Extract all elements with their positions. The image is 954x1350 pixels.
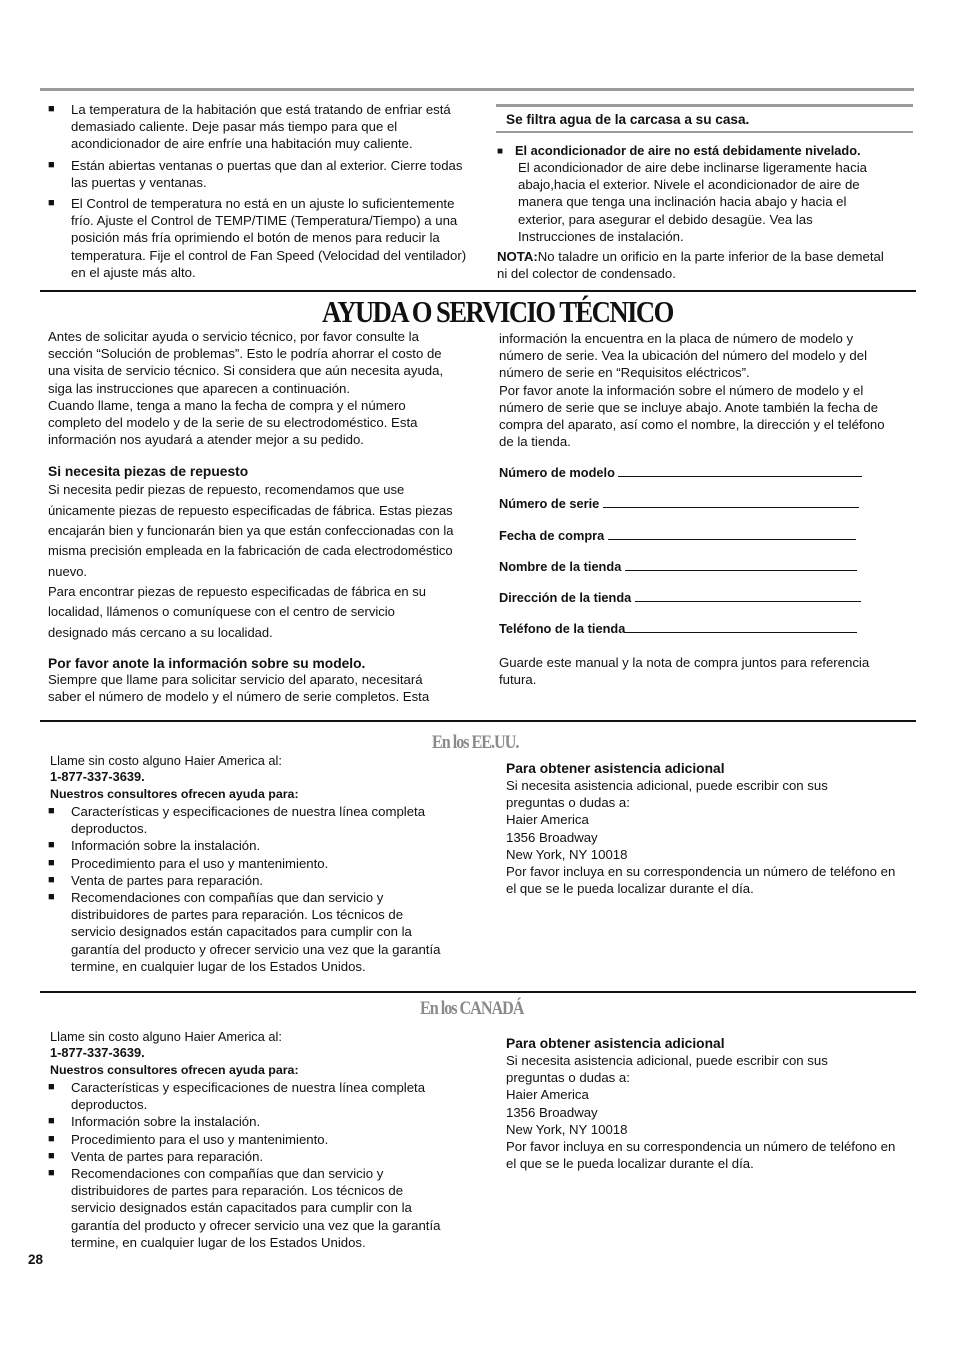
bullet-icon: ■ bbox=[48, 873, 55, 886]
list-item: ■ Venta de partes para reparación. bbox=[48, 1148, 264, 1164]
bullet-icon: ■ bbox=[48, 158, 55, 171]
canada-right: Para obtener asistencia adicional Si necesita asistencia adicional, puede escribir con sus preguntas o dudas a: Haier America 1356 Broadway New York, NY 10018 Por favor incluya en su correspondencia un número de teléfono en el que se le pueda localizar durante el día. bbox=[506, 1036, 896, 1172]
list-item: ■ Procedimiento para el uso y mantenimiento. bbox=[48, 855, 329, 871]
usa-service-list bbox=[48, 803, 470, 975]
bullet-icon: ■ bbox=[48, 805, 55, 817]
list-item: ■ Recomendaciones con compañías que dan servicio y distribuidores de partes para reparación. Los técnicos de servicio designados están capacitados para cumplir con la garantía del producto y ofrecer servicio una vez que la garantía termine, en cualquier lugar de los Estados Unidos. bbox=[48, 890, 441, 974]
page-title: AYUDA O SERVICIO TÉCNICO bbox=[322, 294, 673, 329]
list-item: ■ El Control de temperatura no está en un ajuste lo suficientemente frío. Ajuste el Control de TEMP/TIME (Temperatura/Tiempo) a una posición más fría oprimiendo el botón de menos para reducir la temperatura. Fije el control de Fan Speed (Velocidad del ventilador) en el ajuste más alto. bbox=[48, 196, 467, 280]
bullet-icon: ■ bbox=[48, 891, 55, 904]
bullet-icon: ■ bbox=[48, 103, 55, 115]
store-address-field[interactable]: Dirección de la tienda bbox=[499, 590, 861, 605]
right-box-bottom-rule bbox=[496, 131, 913, 133]
canada-phone: 1-877-337-3639. bbox=[50, 1045, 145, 1060]
usa-phone: 1-877-337-3639. bbox=[50, 769, 145, 784]
serial-number-field[interactable]: Número de serie bbox=[499, 496, 859, 511]
store-name-field[interactable]: Nombre de la tienda bbox=[499, 559, 857, 574]
intro-text: Antes de solicitar ayuda o servicio técnico, por favor consulte la sección “Solución de problemas”. Esto le podría ahorrar el costo de una visita de servicio técnico. Si considera que aún necesita ayuda, siga las instrucciones que aparecen a continuación. bbox=[48, 329, 444, 396]
section-rule bbox=[40, 290, 916, 292]
parts-text: Si necesita pedir piezas de repuesto, recomendamos que use únicamente piezas de repuesto especificadas de fábrica. Estas piezas encajarán bien y funcionarán bien ya que están confeccionadas con la misma precisión empleada en la fabricación de cada electrodoméstico nuevo. bbox=[48, 482, 454, 579]
list-item: ■ La temperatura de la habitación que está tratando de enfriar está demasiado caliente. Deje pasar más tiempo para que el acondicionador de aire enfríe una habitación muy caliente. bbox=[48, 102, 451, 152]
usa-rule bbox=[40, 720, 916, 722]
bullet-icon: ■ bbox=[48, 1167, 55, 1180]
model-text: Siempre que llame para solicitar servicio del aparato, necesitará saber el número de modelo y el número de serie completos. Esta bbox=[48, 671, 430, 704]
bullet-icon: ■ bbox=[48, 1149, 55, 1162]
parts-text: Para encontrar piezas de repuesto especificadas de fábrica en su localidad, llámenos o comuníquese con el centro de servicio designado más cercano a su localidad. bbox=[48, 583, 426, 640]
usa-right: Para obtener asistencia adicional Si necesita asistencia adicional, puede escribir con sus preguntas o dudas a: Haier America 1356 Broadway New York, NY 10018 Por favor incluya en su correspondencia un número de teléfono en el que se le pueda localizar durante el día. bbox=[506, 761, 896, 897]
model-number-field[interactable]: Número de modelo bbox=[499, 465, 862, 480]
bullet-icon: ■ bbox=[48, 856, 55, 869]
usa-left: Llame sin costo alguno Haier America al: 1-877-337-3639. Nuestros consultores ofrecen ayuda para: ■ Características y especificaciones de nuestra línea completa deproductos. ■ Información sobre la instalación. ■ Procedimiento para el uso y mantenimiento. ■ Venta de partes para reparación. ■ Recomendaciones con compañías que dan servicio y distribuidores de partes para reparación. Los técnicos de servicio designados están capacitados para cumplir con la garantía del producto y ofrecer servicio una vez que la garantía termine, en cualquier lugar de los Estados Unidos. bbox=[50, 753, 470, 975]
list-item: ■ Características y especificaciones de nuestra línea completa deproductos. bbox=[48, 1080, 426, 1113]
store-phone-field[interactable]: Teléfono de la tienda bbox=[499, 621, 857, 636]
water-leak-bullet: ■ El acondicionador de aire no está debidamente nivelado. El acondicionador de aire debe inclinarse ligeramente hacia abajo,hacia el exterior. Nivele el acondicionador de aire de manera que tenga una inclinación hacia abajo y hacia el exterior, para asegurar el debido desagüe. Vea las Instrucciones de instalación. NOTA:No taladre un orificio en la parte inferior de la base demetal ni del colector de condensado. bbox=[497, 143, 884, 282]
list-item: ■ Información sobre la instalación. bbox=[48, 1114, 261, 1130]
intro-text: Cuando llame, tenga a mano la fecha de compra y el número completo del modelo y de la serie de su electrodoméstico. Esta información nos ayudará a atender mejor a su pedido. bbox=[48, 397, 418, 448]
help-right-column: información la encuentra en la placa de número de modelo y número de serie. Vea la ubicación del número del modelo y del número de serie en “Requisitos eléctricos”. Por favor anote la información sobre el número de modelo y el número de serie que se incluye abajo. Anote también la fecha de compra del aparato, así como el nombre, la dirección y el teléfono de la tienda. bbox=[499, 331, 885, 450]
bullet-icon: ■ bbox=[48, 1081, 55, 1093]
list-item: ■ Venta de partes para reparación. bbox=[48, 872, 264, 888]
list-item: ■ Información sobre la instalación. bbox=[48, 838, 261, 854]
canada-left: Llame sin costo alguno Haier America al: 1-877-337-3639. Nuestros consultores ofrecen ayuda para: ■ Características y especificaciones de nuestra línea completa deproductos. ■ Información sobre la instalación. ■ Procedimiento para el uso y mantenimiento. ■ Venta de partes para reparación. ■ Recomendaciones con compañías que dan servicio y distribuidores de partes para reparación. Los técnicos de servicio designados están capacitados para cumplir con la garantía del producto y ofrecer servicio una vez que la garantía termine, en cualquier lugar de los Estados Unidos. bbox=[50, 1029, 470, 1251]
bullet-icon: ■ bbox=[497, 146, 504, 157]
help-left-column bbox=[48, 328, 458, 705]
usa-heading: En los EE.UU. bbox=[432, 732, 519, 753]
bullet-icon: ■ bbox=[48, 1115, 55, 1128]
bullet-icon: ■ bbox=[48, 1132, 55, 1145]
list-item: ■ Procedimiento para el uso y mantenimiento. bbox=[48, 1131, 329, 1147]
bullet-icon: ■ bbox=[48, 197, 55, 210]
bullet-icon: ■ bbox=[48, 839, 55, 852]
keep-note: Guarde este manual y la nota de compra juntos para referencia futura. bbox=[499, 655, 870, 688]
list-item: ■ Recomendaciones con compañías que dan servicio y distribuidores de partes para reparación. Los técnicos de servicio designados están capacitados para cumplir con la garantía del producto y ofrecer servicio una vez que la garantía termine, en cualquier lugar de los Estados Unidos. bbox=[48, 1166, 441, 1250]
parts-heading: Si necesita piezas de repuesto bbox=[48, 464, 249, 480]
water-leak-heading: Se filtra agua de la carcasa a su casa. bbox=[506, 112, 750, 127]
canada-rule bbox=[40, 991, 916, 993]
top-troubleshoot-list bbox=[48, 101, 468, 281]
purchase-date-field[interactable]: Fecha de compra bbox=[499, 528, 856, 543]
list-item: ■ Características y especificaciones de nuestra línea completa deproductos. bbox=[48, 804, 426, 837]
page-number: 28 bbox=[28, 1252, 44, 1267]
model-heading: Por favor anote la información sobre su modelo. bbox=[48, 655, 366, 671]
canada-heading: En los CANADÁ bbox=[420, 998, 524, 1019]
canada-service-list bbox=[48, 1079, 470, 1251]
right-box-top-rule bbox=[496, 104, 913, 107]
top-rule bbox=[40, 88, 914, 91]
list-item: ■ Están abiertas ventanas o puertas que dan al exterior. Cierre todas las puertas y ventanas. bbox=[48, 157, 463, 190]
